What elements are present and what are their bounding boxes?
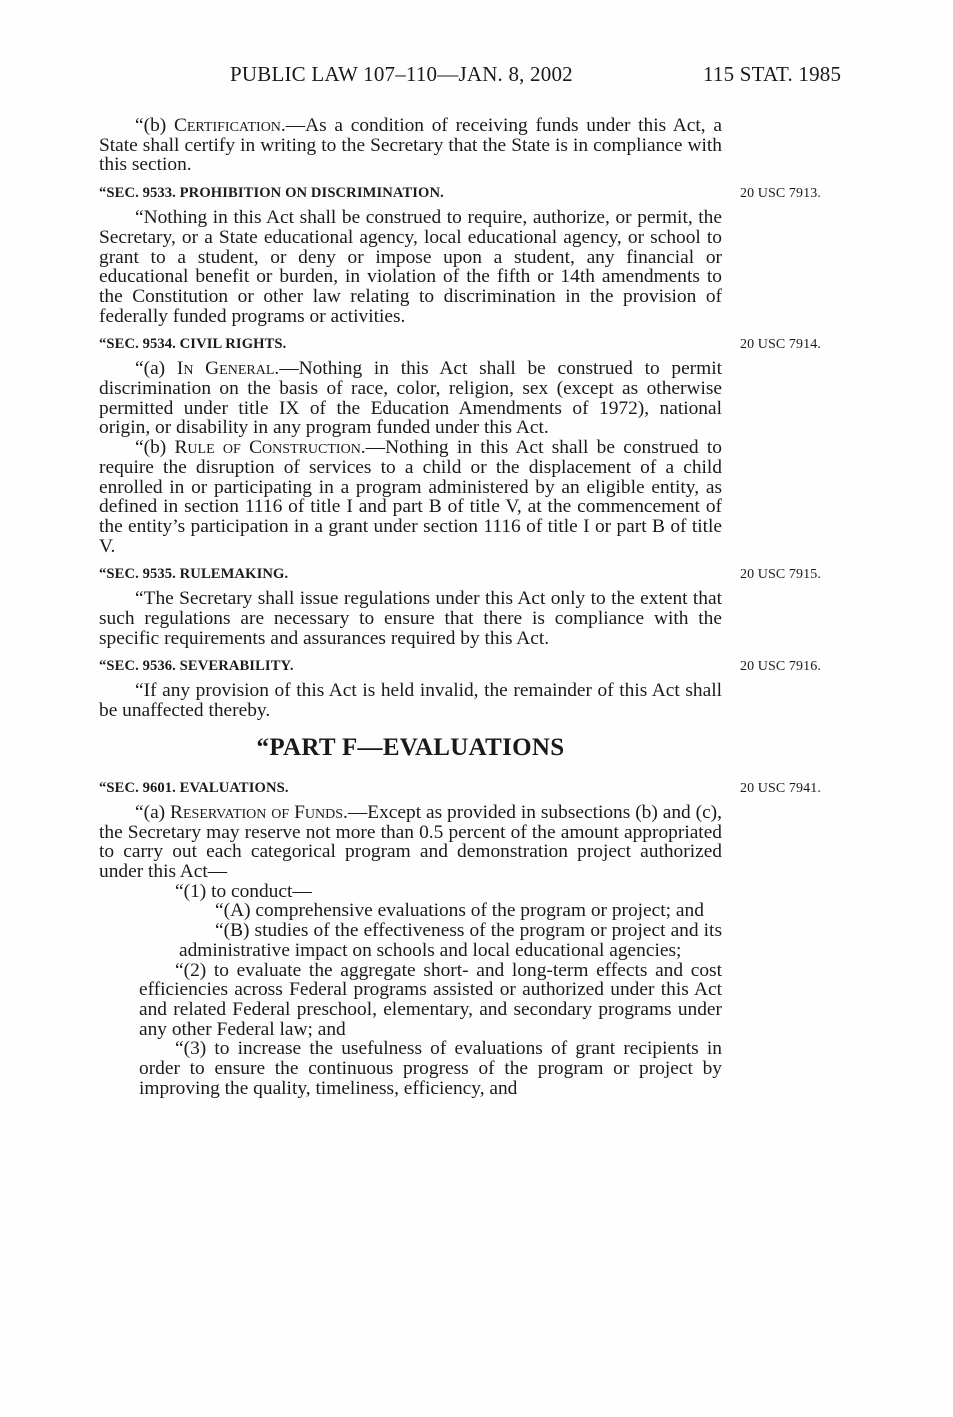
sec-9534-b-heading: Rule of Construction. xyxy=(174,437,366,459)
sec-9601-para-B: “(B) studies of the effectiveness of the program or project and its administrative impact on schools and local educational agencies; xyxy=(179,920,722,961)
section-heading-9601: “SEC. 9601. EVALUATIONS. 20 USC 7941. xyxy=(99,779,722,797)
section-heading-9535: “SEC. 9535. RULEMAKING. 20 USC 7915. xyxy=(99,565,722,583)
running-head-law: PUBLIC LAW 107–110—JAN. 8, 2002 xyxy=(230,62,573,86)
sec-9601-a-heading: Reservation of Funds. xyxy=(170,801,348,823)
margin-note-7941: 20 USC 7941. xyxy=(740,780,821,796)
body-column xyxy=(99,115,821,1099)
sec-9533-text: “Nothing in this Act shall be construed to require, authorize, or permit, the Secretary, or a State educational agency, local educational agency, or school to grant to a student, or deny or impose upon a student, any financial or educational benefit or burden, in violation of the fifth or 14th amendments to the Constitution or other law relating to discrimination in the provision of federally funded programs or activities. xyxy=(99,207,722,327)
margin-note-7916: 20 USC 7916. xyxy=(740,659,821,675)
section-heading-9534: “SEC. 9534. CIVIL RIGHTS. 20 USC 7914. xyxy=(99,335,722,353)
sec-9534-a-heading: In General. xyxy=(176,358,280,380)
cert-heading: Certification. xyxy=(173,115,286,136)
sec-9535-text: “The Secretary shall issue regulations under this Act only to the extent that such regulations are necessary to ensure that there is compliance with the specific requirements and assurances required by this Act. xyxy=(99,588,722,649)
section-heading-9536: “SEC. 9536. SEVERABILITY. 20 USC 7916. xyxy=(99,657,722,675)
cert-paragraph: “(b) Certification.—As a condition of receiving funds under this Act, a State shall certify in writing to the Secretary that the State is in compliance with this section. xyxy=(99,115,722,176)
sec-9601-para-2: “(2) to evaluate the aggregate short- and long-term effects and cost efficiencies across Federal programs assisted or authorized under this Act and related Federal preschool, elementary, and secondary programs under any other Federal law; and xyxy=(139,959,722,1040)
section-heading-9533: “SEC. 9533. PROHIBITION ON DISCRIMINATION. 20 USC 7913. xyxy=(99,184,722,202)
sec-9534-a: “(a) In General.—Nothing in this Act shall be construed to permit discrimination on the basis of race, color, religion, sex (except as otherwise permitted under title IX of the Education Amendments of 1972), national origin, or disability in any program funded under this Act. xyxy=(99,358,722,439)
part-title: “PART F—EVALUATIONS xyxy=(256,733,565,761)
page-header xyxy=(0,62,953,92)
margin-note-7914: 20 USC 7914. xyxy=(740,337,821,353)
sec-9534-b: “(b) Rule of Construction.—Nothing in this Act shall be construed to require the disruption of services to a child or the displacement of a child enrolled in or participating in a program administered by an eligible entity, as defined in section 1116 of title I and part B of title V, at the commencement of the entity’s participation in a grant under section 1116 of title I or part B of title V. xyxy=(99,437,722,557)
sec-9601-para-3: “(3) to increase the usefulness of evaluations of grant recipients in order to ensure the continuous progress of the program or project by improving the quality, timeliness, efficiency, and xyxy=(139,1038,722,1099)
margin-note-7913: 20 USC 7913. xyxy=(740,186,821,202)
sec-9601-para-1: “(1) to conduct— xyxy=(175,880,312,902)
sec-9601-para-A: “(A) comprehensive evaluations of the program or project; and xyxy=(215,900,704,922)
running-head-stat: 115 STAT. 1985 xyxy=(703,62,842,86)
margin-note-7915: 20 USC 7915. xyxy=(740,567,821,583)
sec-9601-a: “(a) Reservation of Funds.—Except as provided in subsections (b) and (c), the Secretary may reserve not more than 0.5 percent of the amount appropriated to carry out each categorical program and demonstration project authorized under this Act— xyxy=(99,801,722,882)
sec-9536-text: “If any provision of this Act is held invalid, the remainder of this Act shall be unaffected thereby. xyxy=(99,680,722,722)
